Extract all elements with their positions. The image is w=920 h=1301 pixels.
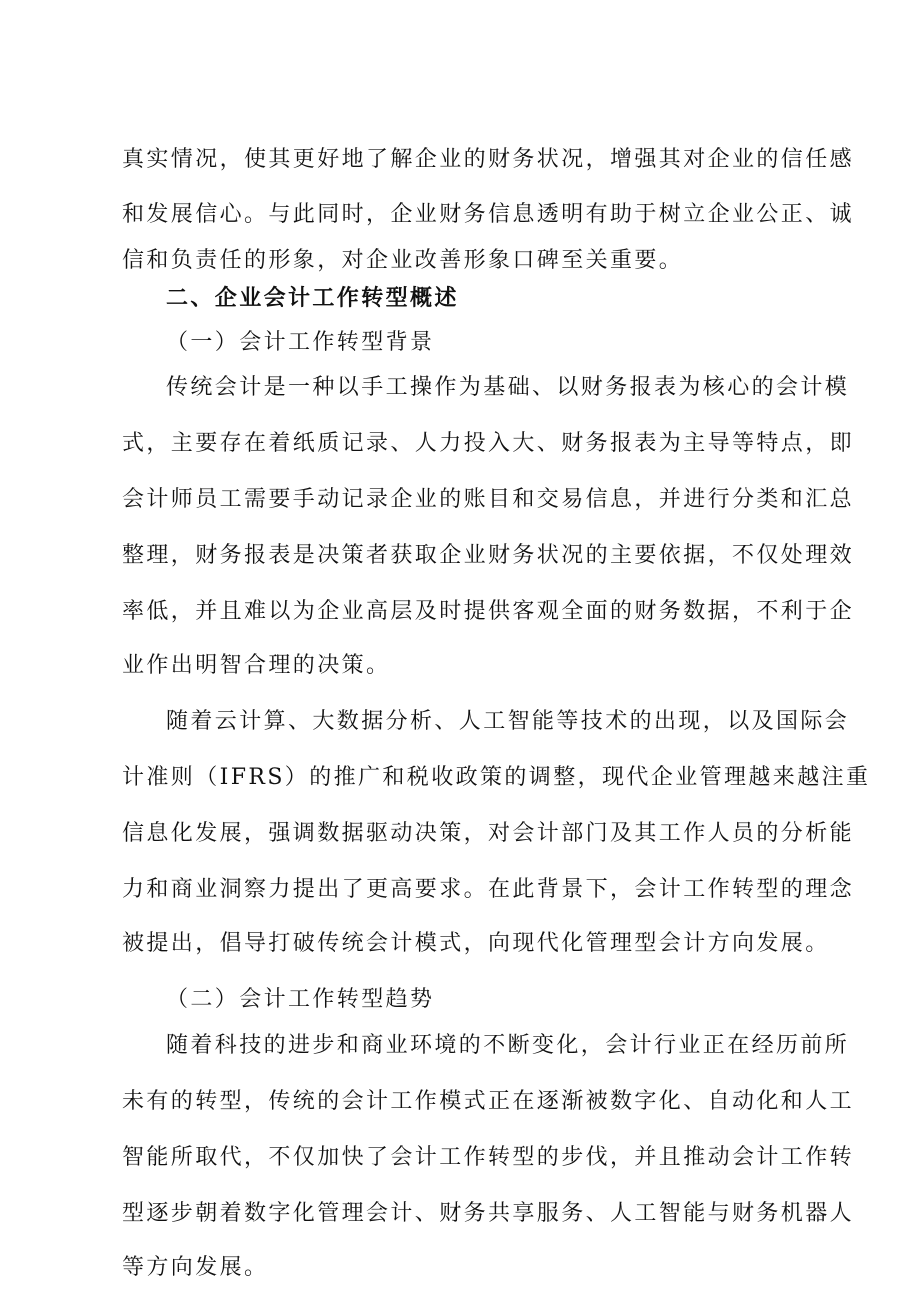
paragraph-line: 业作出明智合理的决策。 xyxy=(122,653,391,678)
paragraph-line: 被提出，倡导打破传统会计模式，向现代化管理型会计方向发展。 xyxy=(122,931,830,956)
subsection-heading: （一）会计工作转型背景 xyxy=(166,330,435,355)
section-heading: 二、企业会计工作转型概述 xyxy=(166,286,459,311)
paragraph-line: 会计师员工需要手动记录企业的账目和交易信息，并进行分类和汇总 xyxy=(122,487,855,512)
paragraph-line: 随着云计算、大数据分析、人工智能等技术的出现，以及国际会 xyxy=(166,709,850,734)
paragraph-line: 力和商业洞察力提出了更高要求。在此背景下，会计工作转型的理念 xyxy=(122,877,855,902)
paragraph-line: 等方向发展。 xyxy=(122,1255,269,1280)
paragraph-line: 智能所取代，不仅加快了会计工作转型的步伐，并且推动会计工作转 xyxy=(122,1145,855,1170)
paragraph-line: 信息化发展，强调数据驱动决策，对会计部门及其工作人员的分析能 xyxy=(122,821,855,846)
paragraph-line: 整理，财务报表是决策者获取企业财务状况的主要依据，不仅处理效 xyxy=(122,543,855,568)
subsection-heading: （二）会计工作转型趋势 xyxy=(166,987,435,1012)
paragraph-line: 式，主要存在着纸质记录、人力投入大、财务报表为主导等特点，即 xyxy=(122,431,855,456)
paragraph-line: 随着科技的进步和商业环境的不断变化，会计行业正在经历前所 xyxy=(166,1033,850,1058)
paragraph-line: 信和负责任的形象，对企业改善形象口碑至关重要。 xyxy=(122,248,684,273)
paragraph-line: 计准则（IFRS）的推广和税收政策的调整，现代企业管理越来越注重 xyxy=(122,765,871,790)
paragraph-line: 传统会计是一种以手工操作为基础、以财务报表为核心的会计模 xyxy=(166,375,850,400)
paragraph-line: 型逐步朝着数字化管理会计、财务共享服务、人工智能与财务机器人 xyxy=(122,1201,855,1226)
paragraph-line: 率低，并且难以为企业高层及时提供客观全面的财务数据，不利于企 xyxy=(122,599,855,624)
paragraph-line: 真实情况，使其更好地了解企业的财务状况，增强其对企业的信任感 xyxy=(122,147,855,172)
paragraph-line: 未有的转型，传统的会计工作模式正在逐渐被数字化、自动化和人工 xyxy=(122,1089,855,1114)
paragraph-line: 和发展信心。与此同时，企业财务信息透明有助于树立企业公正、诚 xyxy=(122,202,855,227)
